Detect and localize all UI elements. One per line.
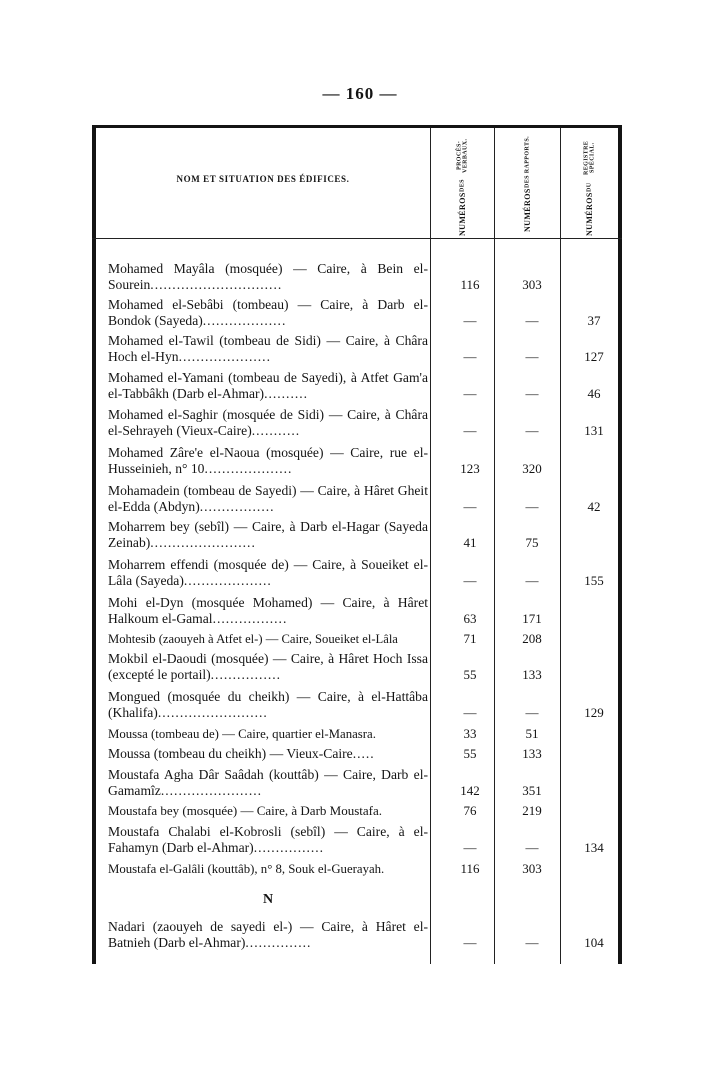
cell-registre: 155 — [584, 573, 604, 588]
row-name: Mohamed el-Sebâbi (tombeau) — Caire, à Darb el-Bondok (Sayeda) — [108, 297, 428, 329]
row-leader: ................ — [253, 840, 325, 856]
cell-rapport: 51 — [525, 726, 539, 741]
cell-pv: 76 — [463, 803, 477, 818]
cell-registre: 127 — [584, 349, 604, 364]
cell-rapport: 303 — [522, 277, 542, 292]
cell-pv: — — [463, 935, 477, 950]
cell-pv: — — [463, 705, 477, 720]
row-name: Mohamed el-Saghir (mosquée de Sidi) — Caire, à Châra el-Sehrayeh (Vieux-Caire) — [108, 407, 428, 439]
col3-line3: REGISTRE SPÉCIAL. — [583, 140, 596, 175]
cell-registre: 104 — [584, 935, 604, 950]
cell-pv: 116 — [460, 277, 480, 292]
row-leader: ..... — [352, 746, 375, 761]
cell-rapport: — — [525, 573, 539, 588]
cell-rapport: 171 — [522, 611, 542, 626]
frame-left-rule — [92, 128, 96, 964]
cell-pv: 63 — [463, 611, 477, 626]
row-leader: ................ — [210, 667, 282, 683]
row-leader: ................... — [202, 313, 287, 329]
cell-rapport: 133 — [522, 667, 542, 682]
col3-line1: NUMÉROS — [585, 192, 594, 236]
cell-rapport: 320 — [522, 461, 542, 476]
cell-rapport: — — [525, 386, 539, 401]
row-name: Mokbil el-Daoudi (mosquée) — Caire, à Hâret Hoch Issa (excepté le portail) — [108, 651, 428, 683]
cell-rapport: — — [525, 313, 539, 328]
cell-rapport: — — [525, 705, 539, 720]
row-leader: ................. — [199, 499, 275, 515]
cell-pv: 116 — [460, 861, 480, 876]
row-name: Mohamadein (tombeau de Sayedi) — Caire, à Hâret Gheit el-Edda (Abdyn) — [108, 483, 428, 515]
row-name: Moustafa Chalabi el-Kobrosli (sebîl) — Caire, à el-Fahamyn (Darb el-Ahmar) — [108, 824, 428, 856]
row-name: Nadari (zaouyeh de sayedi el-) — Caire, à Hâret el-Batnieh (Darb el-Ahmar) — [108, 919, 428, 951]
row-name: Mohtesib (zaouyeh à Atfet el-) — Caire, Soueiket el-Lâla — [108, 632, 398, 646]
column-header-rapports — [495, 132, 560, 236]
row-leader: ....................... — [160, 783, 263, 799]
cell-pv: — — [463, 423, 477, 438]
row-name: Mongued (mosquée du cheikh) — Caire, à el-Hattâba (Khalifa) — [108, 689, 428, 721]
cell-registre: 134 — [584, 840, 604, 855]
row-leader: ..................... — [178, 349, 271, 365]
cell-rapport: — — [525, 935, 539, 950]
row-leader: ........... — [251, 423, 301, 439]
row-name: Moharrem bey (sebîl) — Caire, à Darb el-Hagar (Sayeda Zeinab) — [108, 519, 428, 551]
cell-pv: — — [463, 499, 477, 514]
cell-pv: 142 — [460, 783, 480, 798]
cell-pv: 123 — [460, 461, 480, 476]
row-name: Mohamed el-Yamani (tombeau de Sayedi), à Atfet Gam'a el-Tabbâkh (Darb el-Ahmar) — [108, 370, 428, 402]
cell-rapport: 219 — [522, 803, 542, 818]
cell-registre: 37 — [587, 313, 601, 328]
cell-pv: 71 — [463, 631, 477, 646]
cell-registre: 46 — [587, 386, 601, 401]
cell-registre: 129 — [584, 705, 604, 720]
cell-rapport: — — [525, 499, 539, 514]
cell-rapport: — — [525, 349, 539, 364]
col1-line2: DES — [459, 179, 466, 193]
row-leader: ................. — [212, 611, 288, 627]
row-name: Moharrem effendi (mosquée de) — Caire, à Soueiket el-Lâla (Sayeda) — [108, 557, 428, 589]
row-leader: ............... — [245, 935, 312, 951]
column-rule-3 — [560, 128, 561, 964]
cell-pv: — — [463, 386, 477, 401]
row-name: Mohamed Zâre'e el-Naoua (mosquée) — Caire, rue el-Husseinieh, n° 10 — [108, 445, 428, 477]
row-leader: .................... — [183, 573, 272, 589]
cell-rapport: 303 — [522, 861, 542, 876]
cell-pv: — — [463, 840, 477, 855]
column-header-name: NOM ET SITUATION DES ÉDIFICES. — [176, 174, 350, 184]
column-header-registre — [561, 132, 618, 236]
cell-pv: 41 — [463, 535, 477, 550]
cell-rapport: 208 — [522, 631, 542, 646]
col2-line1: NUMÉROS — [523, 188, 532, 232]
row-leader: .................... — [204, 461, 293, 477]
cell-pv: 55 — [463, 667, 477, 682]
row-name: Mohamed Mayâla (mosquée) — Caire, à Bein el-Sourein — [108, 261, 428, 293]
col1-line3: PROCÈS-VERBAUX. — [456, 138, 469, 173]
row-name: Moussa (tombeau de) — Caire, quartier el-Manasra. — [108, 727, 376, 741]
row-name: Mohamed el-Tawil (tombeau de Sidi) — Caire, à Châra Hoch el-Hyn — [108, 333, 428, 365]
row-leader: .......... — [264, 386, 309, 402]
col3-line2: DU — [586, 182, 593, 193]
header-rule — [92, 238, 622, 239]
row-name: Mohi el-Dyn (mosquée Mohamed) — Caire, à Hâret Halkoum el-Gamal — [108, 595, 428, 627]
row-name: Moustafa el-Galâli (kouttâb), n° 8, Souk el-Guerayah. — [108, 862, 385, 876]
row-name: Moustafa bey (mosquée) — Caire, à Darb Moustafa. — [108, 803, 382, 818]
col1-line1: NUMÉROS — [458, 192, 467, 236]
row-leader: ........................ — [150, 535, 256, 551]
cell-rapport: — — [525, 840, 539, 855]
section-letter: N — [262, 892, 274, 907]
cell-registre: 42 — [587, 499, 601, 514]
cell-rapport: 351 — [522, 783, 542, 798]
frame-right-rule — [618, 128, 622, 964]
row-name: Moussa (tombeau du cheikh) — Vieux-Caire — [108, 746, 353, 761]
row-leader: ......................... — [157, 705, 268, 721]
page-number: — 160 — — [322, 84, 398, 103]
cell-registre: 131 — [584, 423, 604, 438]
col2-line2: DES RAPPORTS. — [524, 136, 531, 189]
column-header-proces-verbaux — [431, 132, 494, 236]
row-name: Moustafa Agha Dâr Saâdah (kouttâb) — Caire, Darb el-Gamamîz — [108, 767, 428, 799]
cell-pv: 33 — [463, 726, 477, 741]
cell-pv: — — [463, 349, 477, 364]
cell-rapport: 75 — [525, 535, 539, 550]
column-rule-1 — [430, 128, 431, 964]
cell-pv: 55 — [463, 746, 477, 761]
cell-rapport: 133 — [522, 746, 542, 761]
cell-pv: — — [463, 313, 477, 328]
cell-rapport: — — [525, 423, 539, 438]
cell-pv: — — [463, 573, 477, 588]
row-leader: .............................. — [150, 277, 283, 293]
